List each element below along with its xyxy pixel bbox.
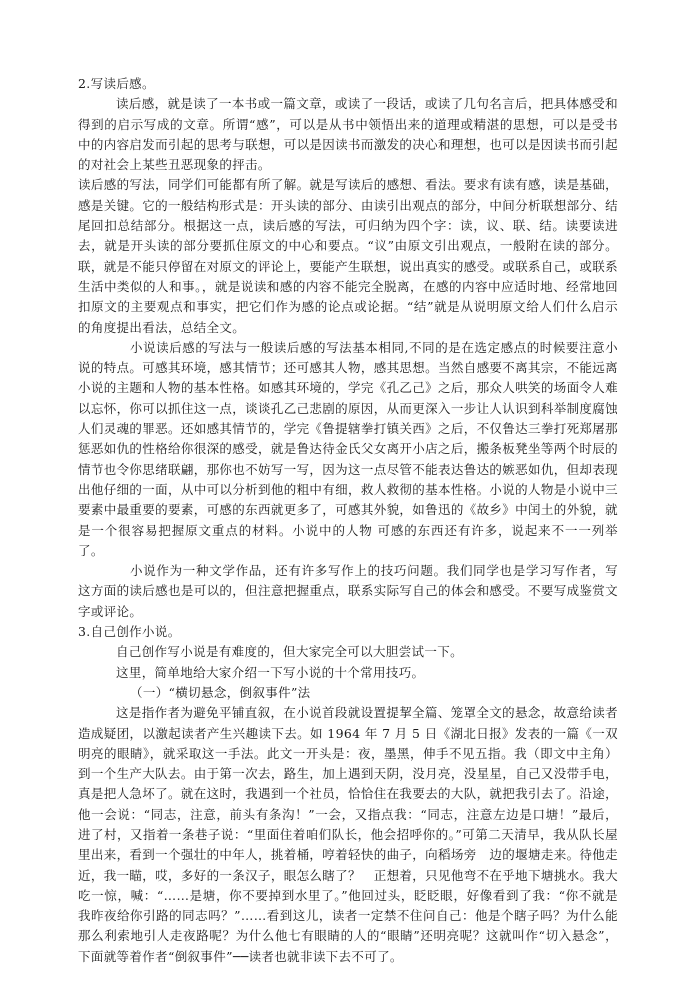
paragraph-definition: 读后感，就是读了一本书或一篇文章，或读了一段话，或读了几句名言后，把具体感受和得到的启示写成的文章。所谓“感”，可以是从书中领悟出来的道理或精湛的思想，可以是受书中的内容启发而引起的思考与联想，可以是因读书而激发的决心和理想，也可以是因读书而引起的对社会上某些丑恶现象的抨击。 bbox=[78, 96, 618, 173]
subheading-technique-1: （一）“横切悬念，倒叙事件”法 bbox=[130, 684, 311, 700]
section-heading-3: 3.自己创作小说。 bbox=[78, 624, 181, 640]
paragraph-technique-1: 这是指作者为避免平铺直叙，在小说首段就设置提挈全篇、笼罩全文的悬念，故意给读者造成疑团，以激起读者产生兴趣读下去。如 1964 年 7 月 5 日《湖北日报》发表的一篇《一双明亮的眼睛》，就采取这一手法。此文一开头是：夜，墨黑，伸手不见五指。我（即文中主角）到一个生产大队去。由于第一次去，路生，加上遇到天阴，没月亮，没星星，自己又没带手电，真是把人急坏了。就在这时，我遇到一个社员，恰恰住在我要去的大队，就把我引去了。沿途，他一会说：“同志，注意，前头有条沟！”一会，又指点我：“同志，注意左边是口塘！”最后，进了村，又指着一条巷子说：“里面住着咱们队长，他会招呼你的。”可第二天清早，我从队长屋里出来，看到一个强壮的中年人，挑着桶，哼着轻快的曲子，向稻场旁 边的堰塘走来。待他走近，我一瞄，哎，多好的一条汉子，眼怎么瞎了？ 正想着，只见他弯不在乎地下塘挑水。我大吃一惊，喊：“……是塘，你不要掉到水里了。”他回过头，眨眨眼，好像看到了我：“你不就是我昨夜给你引路的同志吗？”……看到这儿，读者一定禁不住问自己：他是个瞎子吗？为什么能那么利索地引人走夜路呢？为什么他七有眼睛的人的“眼睛”还明亮呢？这就叫作“切入悬念”，下面就等着作者“倒叙事件”──读者也就非读下去不可了。 bbox=[78, 705, 618, 964]
paragraph-ten-skills: 这里，简单地给大家介绍一下写小说的十个常用技巧。 bbox=[116, 664, 425, 680]
document-page bbox=[78, 74, 618, 967]
section-heading-2: 2.写读后感。 bbox=[78, 76, 155, 91]
paragraph-novel-review: 小说读后感的写法与一般读后感的写法基本相同,不同的是在选定感点的时候要注意小说的特点。可感其环境，感其情节；还可感其人物，感其思想。当然自感要不离其宗，不能远离小说的主题和人物的基本性格。如感其环境的，学完《孔乙己》之后，那众人哄笑的场面令人难以忘怀，你可以抓住这一点，谈谈孔乙己悲剧的原因，从而更深入一步让人认识到科举制度腐蚀人们灵魂的罪恶。还如感其情节的，学完《鲁提辖拳打镇关西》之后，不仅鲁达三拳打死郑屠那惩恶如仇的性格给你很深的感受，就是鲁达待金氏父女离开小店之后，搬条板凳坐等两个时辰的情节也令你思绪联翩，那你也不妨写一写，因为这一点尽管不能表达鲁达的嫉恶如仇，但却表现出他仔细的一面，从中可以分析到他的粗中有细，救人救彻的基本性格。小说的人物是小说中三要素中最重要的要素，可感的东西就更多了，可感其外貌，如鲁迅的《故乡》中闰土的外貌，就是一个很容易把握原文重点的材料。小说中的人物 可感的东西还有许多，说起来不一一列举了。 bbox=[78, 339, 618, 558]
paragraph-create-novel: 自己创作写小说是有难度的，但大家完全可以大胆尝试一下。 bbox=[116, 644, 463, 660]
paragraph-writing-skill: 小说作为一种文学作品，还有许多写作上的技巧问题。我们同学也是学习写作者，写这方面的读后感也是可以的，但注意把握重点，联系实际写自己的体会和感受。不要写成鉴赏文字或评论。 bbox=[78, 563, 618, 619]
paragraph-method: 读后感的写法，同学们可能都有所了解。就是写读后的感想、看法。要求有读有感，读是基础，感是关键。它的一般结构形式是：开头读的部分、由读引出观点的部分，中间分析联想部分、结尾回扣总结部分。根据这一点，读后感的写法，可归纳为四个字：读，议、联、结。读要读进去，就是开头读的部分要抓住原文的中心和要点。“议”由原文引出观点，一般附在读的部分。联，就是不能只停留在对原文的评论上，要能产生联想，说出真实的感受。或联系自己，或联系生活中类似的人和事。，就是说读和感的内容不能完全脱离，在感的内容中应适时地、经常地回扣原文的主要观点和事实，把它们作为感的论点或论据。“结”就是从说明原文给人们什么启示的角度提出看法，总结全文。 bbox=[78, 177, 618, 335]
